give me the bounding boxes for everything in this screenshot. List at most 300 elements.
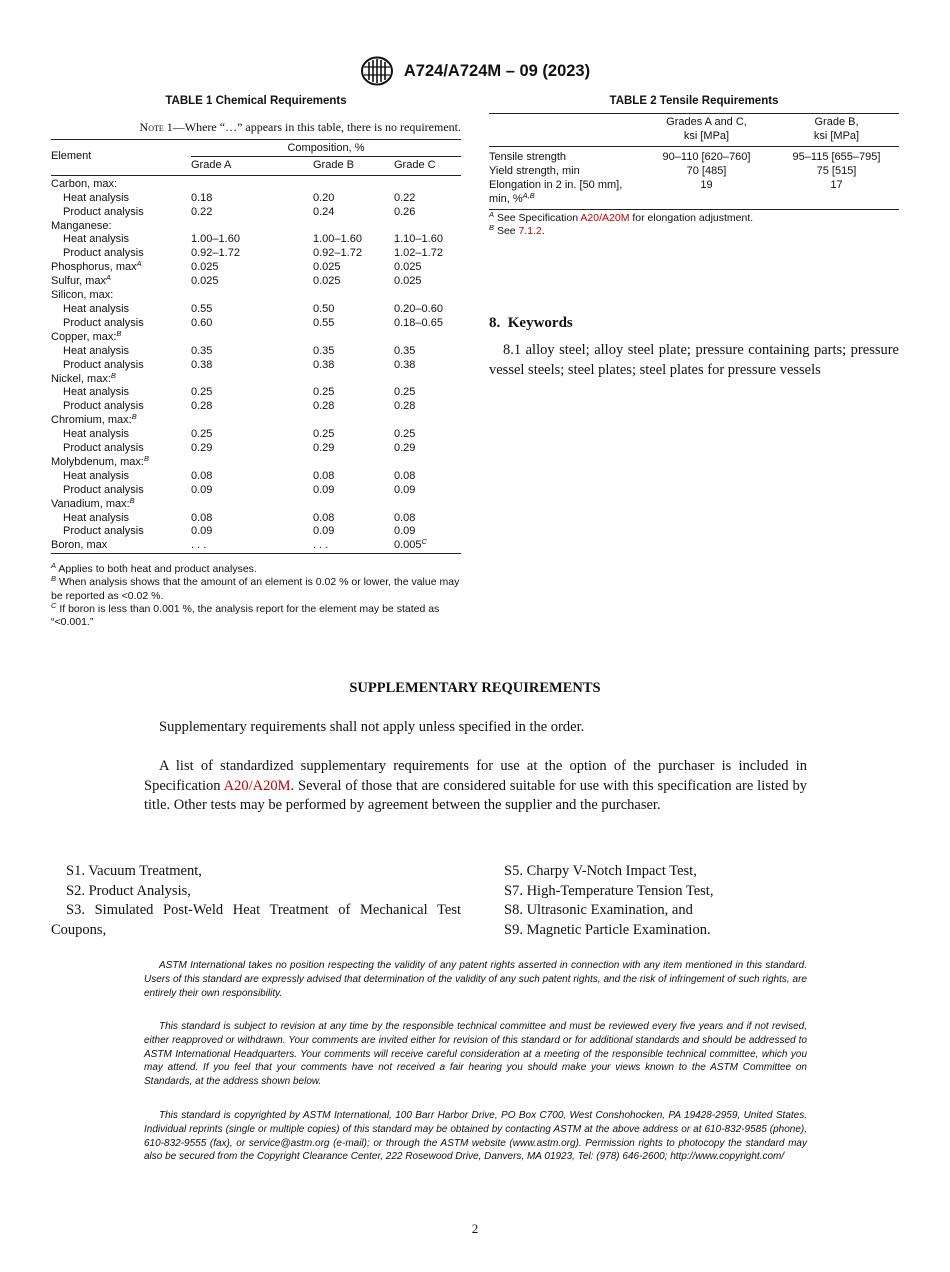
spec-link-a20[interactable]: A20/A20M xyxy=(580,212,630,224)
supplementary-p2-text: . Several of those that are considered suitable for use with this specification are listed by title. Other tests may be performed by agreement between the supplier and the purchaser. xyxy=(144,777,807,813)
table1-cell-grade-b xyxy=(313,525,394,539)
table1-row xyxy=(51,261,461,275)
footnote-mark: A xyxy=(489,210,495,219)
table1-cell-grade-a xyxy=(191,525,313,539)
table1-cell-grade-b-text: 0.29 xyxy=(313,442,335,455)
table1-cell-grade-c xyxy=(394,539,461,553)
table1-cell-grade-c xyxy=(394,317,461,331)
table1-cell-grade-b xyxy=(313,470,394,484)
table1-row xyxy=(51,484,461,498)
table1-cell-grade-a xyxy=(191,303,313,317)
table1-cell-grade-a xyxy=(191,175,313,191)
table1-cell-element xyxy=(51,206,191,220)
table1-cell-element-text: Heat analysis xyxy=(63,386,130,399)
keywords-heading-text: Keywords xyxy=(507,315,573,331)
table1-cell-grade-a xyxy=(191,247,313,261)
table1-cell-grade-b xyxy=(313,414,394,428)
footnote-ref: B xyxy=(131,412,137,422)
table1-cell-grade-a-text: 0.25 xyxy=(191,386,213,399)
table1-cell-element-text: Heat analysis xyxy=(63,344,130,357)
table1-row xyxy=(51,220,461,234)
table1-cell-element-text: Vanadium, max: xyxy=(51,497,130,510)
table2-col-property xyxy=(489,114,639,147)
table1-cell-grade-c-text: 1.10–1.60 xyxy=(394,233,443,246)
table1-cell-grade-c xyxy=(394,220,461,234)
table1-footnotes xyxy=(51,563,462,629)
table1-note xyxy=(51,120,461,135)
table1-cell-grade-a-text: 0.08 xyxy=(191,511,213,524)
table1-cell-grade-c xyxy=(394,386,461,400)
table1-cell-grade-c-text: 0.25 xyxy=(394,386,416,399)
table1-cell-grade-b xyxy=(313,498,394,512)
table1-cell-grade-c xyxy=(394,345,461,359)
table1-cell-grade-b xyxy=(313,359,394,373)
table1-cell-grade-c xyxy=(394,400,461,414)
table1-cell-element xyxy=(51,192,191,206)
table1-cell-grade-b-text: 0.50 xyxy=(313,302,335,315)
table1-cell-grade-c xyxy=(394,247,461,261)
designation: A724/A724M – 09 (2023) xyxy=(403,61,591,80)
table1-cell-grade-b xyxy=(313,247,394,261)
table1-cell-element-text: Product analysis xyxy=(63,400,144,413)
table1-cell-element xyxy=(51,512,191,526)
table1-cell-element xyxy=(51,275,191,289)
table1-cell-grade-b-text: 0.08 xyxy=(313,469,335,482)
table1-cell-grade-b xyxy=(313,275,394,289)
table1-cell-grade-a-text: 0.35 xyxy=(191,344,213,357)
table1-cell-grade-a xyxy=(191,484,313,498)
footnote-text: See Specification xyxy=(496,212,581,224)
table2-cell-grades-a-c: 90–110 [620–760] xyxy=(662,150,751,163)
table1-cell-grade-c xyxy=(394,303,461,317)
table1-cell-element xyxy=(51,220,191,234)
table1-cell-grade-a xyxy=(191,261,313,275)
table1-cell-element-text: Product analysis xyxy=(63,483,144,496)
table1-note-label: Note 1 xyxy=(139,120,173,134)
table1-cell-grade-b xyxy=(313,289,394,303)
table1-cell-element xyxy=(51,303,191,317)
keywords-text: 8.1 alloy steel; alloy steel plate; pressure containing parts; pressure vessel steels; steel plates; steel plates for pressure vessels xyxy=(489,342,899,378)
table2-body xyxy=(489,114,899,210)
table1-cell-element-text: Silicon, max: xyxy=(51,289,114,302)
table1-row xyxy=(51,303,461,317)
table1-row xyxy=(51,275,461,289)
table1-cell-grade-b-text: 0.08 xyxy=(313,511,335,524)
table1-cell-element-text: Product analysis xyxy=(63,205,144,218)
table2-property-text: Tensile strength xyxy=(489,150,567,163)
supplementary-item: S7. High-Temperature Tension Test, xyxy=(504,882,714,899)
table1-cell-grade-a-text: 0.55 xyxy=(191,302,213,315)
table1-cell-grade-a-text: 0.92–1.72 xyxy=(191,247,240,260)
table1-cell-element xyxy=(51,400,191,414)
table1-cell-element-text: Heat analysis xyxy=(63,233,130,246)
supplementary-item: S9. Magnetic Particle Examination. xyxy=(504,921,711,938)
table1-cell-grade-a xyxy=(191,400,313,414)
table1-cell-grade-a-text: 0.60 xyxy=(191,316,213,329)
table2-col-grades-a-c xyxy=(639,114,774,147)
table1-cell-grade-b xyxy=(313,331,394,345)
table2-cell-grades-a-c: 70 [485] xyxy=(686,164,727,177)
table1-cell-grade-a xyxy=(191,428,313,442)
table1-cell-grade-b xyxy=(313,456,394,470)
table1-cell-grade-c xyxy=(394,442,461,456)
table1-cell-grade-b-text: 0.25 xyxy=(313,386,335,399)
table1-cell-grade-b-text: 0.025 xyxy=(313,275,341,288)
table2-property-text: Elongation in 2 in. [50 mm], xyxy=(489,178,623,191)
table1-cell-grade-c xyxy=(394,261,461,275)
table1-cell-grade-c-text: 0.09 xyxy=(394,483,416,496)
table1-cell-grade-c-text: 0.09 xyxy=(394,525,416,538)
table1-row xyxy=(51,400,461,414)
table1-cell-element-text: Molybdenum, max: xyxy=(51,455,144,468)
table1-cell-grade-c xyxy=(394,484,461,498)
table1-cell-element xyxy=(51,345,191,359)
table1-cell-grade-c xyxy=(394,175,461,191)
table1-cell-grade-b-text: 0.35 xyxy=(313,344,335,357)
table1-cell-grade-b xyxy=(313,484,394,498)
table1-grade-b-header: Grade B xyxy=(313,156,394,175)
table1-cell-grade-b-text: 0.92–1.72 xyxy=(313,247,362,260)
table2-col2-line1: Grade B, xyxy=(814,116,859,128)
table2-footnote-a xyxy=(489,212,899,225)
table1-cell-grade-a xyxy=(191,192,313,206)
table1-cell-element xyxy=(51,414,191,428)
table1-cell-grade-c xyxy=(394,331,461,345)
table2-row xyxy=(489,179,899,210)
table1-cell-grade-a xyxy=(191,220,313,234)
section-link-7-1-2[interactable]: 7.1.2 xyxy=(518,225,542,238)
keywords-heading-number: 8. xyxy=(489,315,501,331)
table2-header-row xyxy=(489,114,899,147)
supplementary-p1: Supplementary requirements shall not apply unless specified in the order. xyxy=(159,719,585,735)
footnote-ref: C xyxy=(421,537,427,547)
table1-cell-grade-c-text: 0.18–0.65 xyxy=(394,316,443,329)
table1-grade-c-header: Grade C xyxy=(394,156,461,175)
supplementary-p2-text: A list of standardized supplementary requirements for use at the option of the purchaser is included in Specification xyxy=(144,758,807,794)
table1-cell-element-text: Product analysis xyxy=(63,247,144,260)
table1-cell-grade-b-text: 0.09 xyxy=(313,483,335,496)
footnote-mark: A xyxy=(51,561,57,570)
table1-cell-grade-b-text: 0.55 xyxy=(313,316,335,329)
table1-cell-element-text: Carbon, max: xyxy=(51,177,118,190)
supplementary-list-right xyxy=(489,862,899,940)
table1-cell-grade-a xyxy=(191,498,313,512)
table2-row xyxy=(489,165,899,179)
table1-cell-element xyxy=(51,370,191,387)
table1-cell-grade-b-text: 0.38 xyxy=(313,358,335,371)
table1-cell-grade-c-text: 0.26 xyxy=(394,205,416,218)
table1-cell-grade-a-text: 0.09 xyxy=(191,483,213,496)
footnote-mark: B xyxy=(489,223,495,233)
table2-property-text: min, % xyxy=(489,192,523,205)
table1-cell-grade-c xyxy=(394,275,461,289)
table1-cell-grade-c xyxy=(394,373,461,387)
supplementary-item: S1. Vacuum Treatment, xyxy=(66,863,202,879)
table1-cell-grade-a-text: 0.28 xyxy=(191,400,213,413)
footnote-ref: B xyxy=(129,495,135,505)
notice-revision: This standard is subject to revision at any time by the responsible technical committee and must be reviewed every five years and if not revised, either reapproved or withdrawn. Your comments are invited either for revision of this standard or for additional standards and should be addressed to ASTM International Headquarters. Your comments will receive careful consideration at a meeting of the responsible technical committee, which you may attend. If you feel that your comments have not received a fair hearing you should make your views known to the ASTM Committee on Standards, at the address shown below. xyxy=(144,1021,807,1088)
table1-cell-element xyxy=(51,175,191,191)
table1-cell-grade-b-text: 0.28 xyxy=(313,400,335,413)
table1-cell-element xyxy=(51,484,191,498)
footnote-ref: A xyxy=(106,273,112,283)
supplementary-item: S2. Product Analysis, xyxy=(66,882,191,899)
table1-cell-grade-a xyxy=(191,317,313,331)
footnote-ref: B xyxy=(143,453,149,463)
table1-cell-element-text: Product analysis xyxy=(63,316,144,329)
notice-copyright: This standard is copyrighted by ASTM International, 100 Barr Harbor Drive, PO Box C700, West Conshohocken, PA 19428-2959, United States. Individual reprints (single or multiple copies) of this standard may be obtained by contacting ASTM at the above address or at 610-832-9585 (phone), 610-832-9555 (fax), or service@astm.org (e-mail); or through the ASTM website (www.astm.org). Permission rights to photocopy the standard may also be secured from the Copyright Clearance Center, 222 Rosewood Drive, Danvers, MA 01923, Tel: (978) 646-2600; http://www.copyright.com/ xyxy=(144,1110,807,1163)
table1-cell-grade-a-text: 0.38 xyxy=(191,358,213,371)
table1-row xyxy=(51,373,461,387)
table1-cell-element-text: Heat analysis xyxy=(63,511,130,524)
astm-logo-icon xyxy=(360,56,394,86)
table1-cell-grade-b-text: 0.25 xyxy=(313,428,335,441)
table1-row xyxy=(51,456,461,470)
page-number: 2 xyxy=(471,1221,479,1236)
table1-col-composition: Composition, % xyxy=(191,140,461,157)
table1-cell-grade-b xyxy=(313,386,394,400)
table1-cell-grade-a xyxy=(191,539,313,553)
table1-cell-element xyxy=(51,289,191,303)
table1-cell-grade-b-text: 0.20 xyxy=(313,191,335,204)
table1-cell-grade-b xyxy=(313,317,394,331)
table1-cell-element xyxy=(51,539,191,553)
table1-cell-grade-b-text: . . . xyxy=(313,539,329,552)
table1-cell-grade-b xyxy=(313,442,394,456)
table1-cell-grade-a-text: 0.09 xyxy=(191,525,213,538)
table1-cell-element-text: Manganese: xyxy=(51,219,112,232)
table1-cell-grade-b xyxy=(313,373,394,387)
table1-cell-grade-a xyxy=(191,442,313,456)
table1-cell-element-text: Sulfur, max xyxy=(51,275,107,288)
table1-cell-grade-a-text: 0.025 xyxy=(191,261,219,274)
table1-cell-grade-c xyxy=(394,233,461,247)
table1-cell-grade-b-text: 0.09 xyxy=(313,525,335,538)
table1-cell-element-text: Heat analysis xyxy=(63,428,130,441)
table1-cell-grade-c-text: 0.08 xyxy=(394,469,416,482)
table1-cell-element xyxy=(51,359,191,373)
table1-cell-element xyxy=(51,442,191,456)
table1-cell-grade-c-text: 0.38 xyxy=(394,358,416,371)
table1-cell-grade-c xyxy=(394,456,461,470)
table1-cell-element-text: Boron, max xyxy=(51,539,108,552)
table1-row xyxy=(51,206,461,220)
supplementary-p2 xyxy=(144,757,807,816)
table1-cell-element-text: Product analysis xyxy=(63,442,144,455)
table1-cell-grade-b xyxy=(313,192,394,206)
table1-cell-grade-b xyxy=(313,206,394,220)
table1-cell-grade-a-text: 0.25 xyxy=(191,428,213,441)
table1-cell-grade-c xyxy=(394,414,461,428)
footnote-text: Applies to both heat and product analyses. xyxy=(58,563,257,575)
table2-cell-grade-b: 95–115 [655–795] xyxy=(792,150,881,163)
table1-cell-grade-a xyxy=(191,331,313,345)
table2-cell-grades-a-c: 19 xyxy=(639,179,774,210)
table1-cell-element xyxy=(51,525,191,539)
footnote-mark: C xyxy=(51,600,57,610)
table1-row xyxy=(51,247,461,261)
table2-cell-grade-b: 75 [515] xyxy=(816,164,857,177)
table1-note-text: —Where “…” appears in this table, there is no requirement. xyxy=(172,120,461,134)
table1-cell-grade-c-text: 0.025 xyxy=(394,261,422,274)
table1-cell-grade-a xyxy=(191,470,313,484)
table1-row xyxy=(51,345,461,359)
table1-cell-grade-c xyxy=(394,289,461,303)
table1-cell-grade-a xyxy=(191,359,313,373)
table1-cell-element-text: Chromium, max: xyxy=(51,414,132,427)
table1-row xyxy=(51,498,461,512)
table1-cell-grade-c-text: 0.28 xyxy=(394,400,416,413)
table2-row xyxy=(489,146,899,164)
table1-row xyxy=(51,317,461,331)
table1-cell-grade-a-text: 1.00–1.60 xyxy=(191,233,240,246)
table2-cell-grade-b: 17 xyxy=(774,179,899,210)
table1-row xyxy=(51,192,461,206)
table1-cell-grade-c xyxy=(394,512,461,526)
footnote-text: See xyxy=(496,225,519,238)
supplementary-list-left xyxy=(51,862,461,940)
keywords-heading xyxy=(489,315,899,332)
table1-cell-element xyxy=(51,247,191,261)
table1-cell-grade-c xyxy=(394,498,461,512)
table1-cell-grade-c-text: 1.02–1.72 xyxy=(394,247,443,260)
table1-cell-element-text: Heat analysis xyxy=(63,302,130,315)
table1-cell-element xyxy=(51,453,191,470)
table1-cell-grade-a-text: 0.025 xyxy=(191,275,219,288)
table1-cell-element xyxy=(51,428,191,442)
table2-footnotes xyxy=(489,212,899,239)
table2-cell-property xyxy=(489,179,639,210)
table1-row xyxy=(51,428,461,442)
table1-cell-grade-a-text: . . . xyxy=(191,539,207,552)
footnote-ref: B xyxy=(116,328,122,338)
table1-cell-grade-a xyxy=(191,512,313,526)
table1-cell-grade-c-text: 0.08 xyxy=(394,511,416,524)
footnote-text: for elongation adjustment. xyxy=(629,212,754,224)
table1-cell-grade-b xyxy=(313,220,394,234)
table1-cell-grade-c-text: 0.005 xyxy=(394,539,422,552)
table2-col1-line1: Grades A and C, xyxy=(666,116,747,128)
page-header xyxy=(0,56,950,86)
table1-header-row-1 xyxy=(51,140,461,157)
table2-caption: TABLE 2 Tensile Requirements xyxy=(609,95,779,107)
table2-col2-line2: ksi [MPa] xyxy=(813,129,860,142)
notice-patent: ASTM International takes no position respecting the validity of any patent rights asserted in connection with any item mentioned in this standard. Users of this standard are expressly advised that determination of the validity of any such patent rights, and the risk of infringement of such rights, are entirely their own responsibility. xyxy=(144,960,807,999)
table1-cell-element xyxy=(51,470,191,484)
table1-cell-grade-a xyxy=(191,275,313,289)
table1-cell-grade-a-text: 0.08 xyxy=(191,469,213,482)
table1-cell-grade-b xyxy=(313,539,394,553)
supplementary-item: S8. Ultrasonic Examination, and xyxy=(504,902,693,918)
table1-cell-grade-c-text: 0.22 xyxy=(394,191,416,204)
table1-cell-grade-b xyxy=(313,400,394,414)
table1-row xyxy=(51,414,461,428)
table1-cell-grade-b xyxy=(313,512,394,526)
table2-property-text: Yield strength, min xyxy=(489,164,580,177)
table1-cell-grade-a xyxy=(191,456,313,470)
table1-cell-element-text: Heat analysis xyxy=(63,191,130,204)
table1-cell-grade-c xyxy=(394,192,461,206)
table1-cell-grade-b xyxy=(313,261,394,275)
table1-row xyxy=(51,470,461,484)
table1-cell-grade-b-text: 1.00–1.60 xyxy=(313,233,362,246)
footnote-text: If boron is less than 0.001 %, the analysis report for the element may be stated as “<0.001.” xyxy=(51,602,440,629)
table1-chemical-requirements xyxy=(51,139,461,554)
footnote-ref: A xyxy=(136,259,142,269)
table1-row xyxy=(51,539,461,553)
table1-cell-grade-b-text: 0.24 xyxy=(313,205,335,218)
table1-cell-element-text: Phosphorus, max xyxy=(51,261,137,274)
table1-cell-grade-b-text: 0.025 xyxy=(313,261,341,274)
table1-cell-grade-b xyxy=(313,233,394,247)
table1-cell-element-text: Product analysis xyxy=(63,525,144,538)
table1-cell-grade-b xyxy=(313,175,394,191)
table1-cell-element xyxy=(51,386,191,400)
table2-col-grade-b xyxy=(774,114,899,147)
spec-link-a20-supp[interactable]: A20/A20M xyxy=(223,777,291,794)
table1-footnote-c xyxy=(51,600,462,630)
table1-cell-element-text: Heat analysis xyxy=(63,469,130,482)
table1-cell-grade-a xyxy=(191,386,313,400)
table1-body xyxy=(51,140,461,554)
table1-cell-grade-b xyxy=(313,345,394,359)
table1-col-element: Element xyxy=(51,140,191,176)
table1-cell-element-text: Copper, max: xyxy=(51,330,117,343)
table1-cell-grade-a xyxy=(191,414,313,428)
table2-col1-line2: ksi [MPa] xyxy=(683,129,730,142)
table1-cell-grade-a-text: 0.22 xyxy=(191,205,213,218)
table1-footnote-a xyxy=(51,563,462,576)
table1-row xyxy=(51,512,461,526)
table1-caption: TABLE 1 Chemical Requirements xyxy=(165,95,347,107)
table1-cell-grade-c-text: 0.35 xyxy=(394,344,416,357)
table2-tensile-requirements xyxy=(489,113,899,210)
table1-cell-grade-a-text: 0.18 xyxy=(191,191,213,204)
table1-cell-element xyxy=(51,233,191,247)
table1-row xyxy=(51,331,461,345)
supplementary-item: S3. Simulated Post-Weld Heat Treatment of Mechanical Test Coupons, xyxy=(51,902,461,938)
table1-footnote-b xyxy=(51,576,462,603)
footnote-ref: A,B xyxy=(522,190,535,200)
footnote-text: When analysis shows that the amount of an element is 0.02 % or lower, the value may be reported as <0.02 %. xyxy=(51,576,460,602)
table1-cell-element xyxy=(51,261,191,275)
table1-cell-element-text: Product analysis xyxy=(63,358,144,371)
table1-cell-grade-c-text: 0.29 xyxy=(394,442,416,455)
table1-cell-grade-c xyxy=(394,206,461,220)
supplementary-item: S5. Charpy V-Notch Impact Test, xyxy=(504,863,697,879)
table1-row xyxy=(51,442,461,456)
table1-row xyxy=(51,386,461,400)
table1-cell-grade-c xyxy=(394,525,461,539)
table1-cell-grade-c xyxy=(394,428,461,442)
table1-row xyxy=(51,289,461,303)
table1-row xyxy=(51,175,461,191)
table1-cell-grade-c-text: 0.025 xyxy=(394,275,422,288)
table1-cell-grade-a xyxy=(191,345,313,359)
footnote-text: . xyxy=(541,225,545,238)
table1-cell-grade-c xyxy=(394,470,461,484)
footnote-ref: B xyxy=(110,370,116,380)
table2-cell-property xyxy=(489,165,639,179)
table1-grade-a-header: Grade A xyxy=(191,156,313,175)
table1-cell-element xyxy=(51,328,191,345)
table1-cell-grade-a xyxy=(191,233,313,247)
table1-cell-grade-a xyxy=(191,289,313,303)
table1-cell-grade-b xyxy=(313,303,394,317)
table1-cell-grade-c-text: 0.25 xyxy=(394,428,416,441)
footnote-mark: B xyxy=(51,574,57,584)
table1-cell-grade-a xyxy=(191,373,313,387)
